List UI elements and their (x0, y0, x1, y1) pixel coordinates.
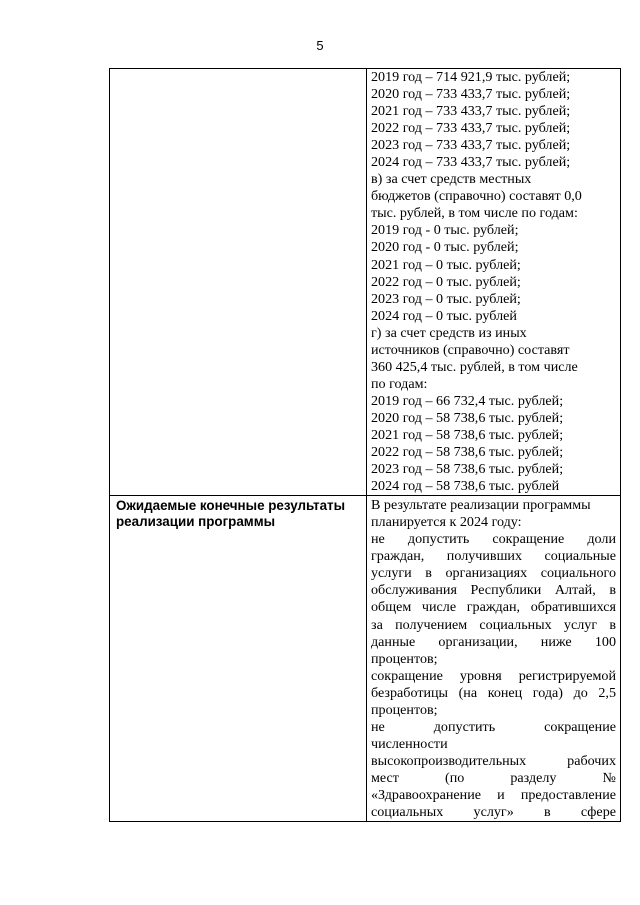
text-line: мест (по разделу № (371, 769, 616, 786)
text-line: 2021 год – 0 тыс. рублей; (371, 256, 521, 273)
text-line: 2019 год – 66 732,4 тыс. рублей; (371, 392, 564, 409)
text-line: 2023 год – 733 433,7 тыс. рублей; (371, 137, 571, 154)
expected-results-content-cell (367, 496, 621, 822)
text-line: обслуживания Республики Алтай, в (371, 582, 616, 599)
text-line: безработицы (на конец года) до 2,5 (371, 684, 616, 701)
text-line: 2022 год – 58 738,6 тыс. рублей; (371, 444, 564, 461)
row-label-cell (110, 496, 367, 822)
table-row (110, 69, 621, 496)
text-line: 2022 год – 0 тыс. рублей; (371, 273, 521, 290)
text-line: численности (371, 735, 448, 752)
text-line: общем числе граждан, обратившихся (371, 599, 616, 616)
text-line: высокопроизводительных рабочих (371, 752, 616, 769)
text-line: 2022 год – 733 433,7 тыс. рублей; (371, 120, 571, 137)
funding-content-cell (367, 69, 621, 496)
text-line: источников (справочно) составят (371, 341, 570, 358)
program-passport-table (109, 68, 621, 822)
page-number: 5 (316, 38, 324, 53)
text-line: бюджетов (справочно) составят 0,0 (371, 188, 582, 205)
text-line: не допустить сокращение (371, 718, 616, 735)
text-line: 2020 год – 58 738,6 тыс. рублей; (371, 409, 564, 426)
text-line: 2024 год – 58 738,6 тыс. рублей (371, 478, 560, 495)
text-line: 2020 год – 733 433,7 тыс. рублей; (371, 86, 571, 103)
row-label-cell (110, 69, 367, 496)
text-line: не допустить сокращение доли (371, 531, 616, 548)
text-line: граждан, получивших социальные (371, 548, 616, 565)
text-line: 2019 год - 0 тыс. рублей; (371, 222, 519, 239)
text-line: планируется к 2024 году: (371, 514, 522, 531)
text-line: 2021 год – 58 738,6 тыс. рублей; (371, 426, 564, 443)
text-line: 360 425,4 тыс. рублей, в том числе (371, 358, 578, 375)
text-line: 2020 год - 0 тыс. рублей; (371, 239, 519, 256)
text-line: 2021 год – 733 433,7 тыс. рублей; (371, 103, 571, 120)
expected-results-label: Ожидаемые конечные результаты реализации программы (116, 498, 346, 530)
text-line: процентов; (371, 701, 438, 718)
text-line: услуги в организациях социального (371, 565, 616, 582)
text-line: тыс. рублей, в том числе по годам: (371, 205, 578, 222)
text-line: 2024 год – 0 тыс. рублей (371, 307, 517, 324)
text-line: процентов; (371, 650, 438, 667)
text-line: 2023 год – 0 тыс. рублей; (371, 290, 521, 307)
text-line: социальных услуг» в сфере (371, 804, 616, 821)
table-row (110, 496, 621, 822)
text-line: в) за счет средств местных (371, 171, 532, 188)
text-line: сокращение уровня регистрируемой (371, 667, 616, 684)
text-line: по годам: (371, 375, 428, 392)
text-line: «Здравоохранение и предоставление (371, 786, 616, 803)
text-line: 2024 год – 733 433,7 тыс. рублей; (371, 154, 571, 171)
row-label (110, 69, 366, 71)
text-line: г) за счет средств из иных (371, 324, 527, 341)
text-line: данные организации, ниже 100 (371, 633, 616, 650)
expected-results-lines (367, 497, 620, 821)
text-line: за получением социальных услуг в (371, 616, 616, 633)
funding-lines (367, 69, 620, 495)
text-line: В результате реализации программы (371, 497, 591, 514)
text-line: 2019 год – 714 921,9 тыс. рублей; (371, 69, 571, 85)
text-line: 2023 год – 58 738,6 тыс. рублей; (371, 461, 564, 478)
